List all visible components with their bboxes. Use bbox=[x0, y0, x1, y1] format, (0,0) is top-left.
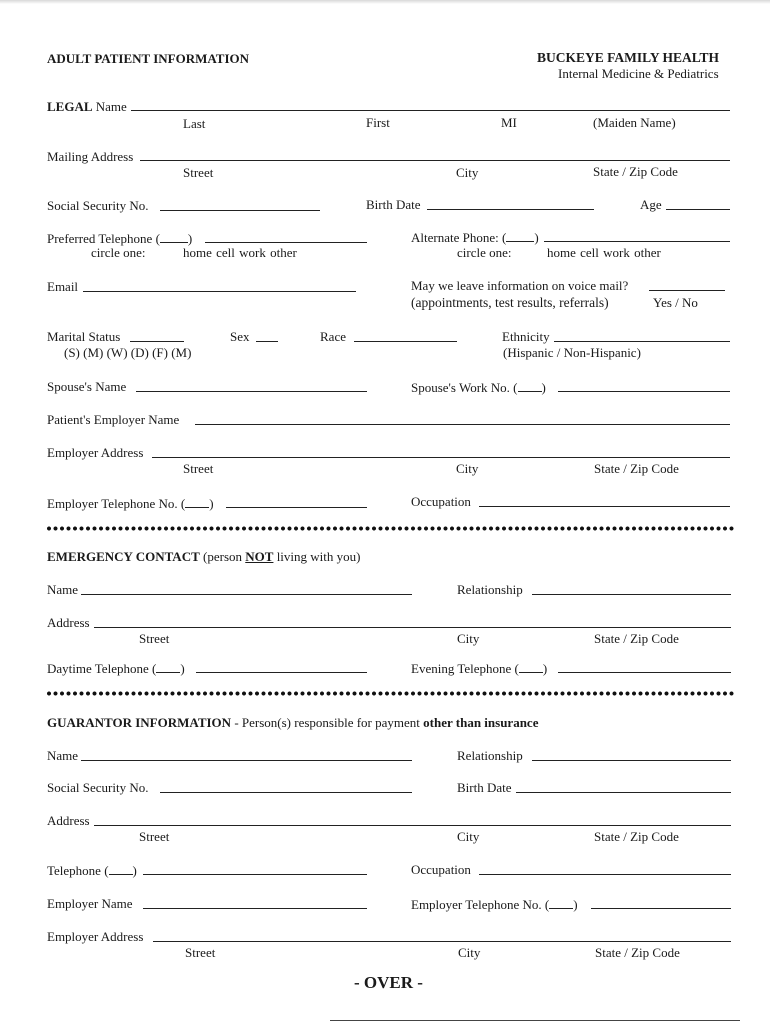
guarantor-relationship-label: Relationship bbox=[457, 748, 523, 763]
legal-name-label: LEGAL Name bbox=[47, 99, 127, 114]
email-label: Email bbox=[47, 279, 79, 294]
employer-address-field[interactable] bbox=[152, 457, 730, 458]
ethnicity-options[interactable]: (Hispanic / Non-Hispanic) bbox=[503, 345, 641, 360]
org-name: BUCKEYE FAMILY HEALTH bbox=[537, 50, 720, 65]
emergency-state-zip-caption: State / Zip Code bbox=[594, 631, 679, 646]
scan-shadow bbox=[0, 0, 770, 4]
email-field[interactable] bbox=[83, 291, 356, 292]
guarantor-telephone-field[interactable] bbox=[143, 874, 367, 875]
marital-options[interactable]: (S) (M) (W) (D) (F) (M) bbox=[64, 345, 192, 360]
over-indicator: - OVER - bbox=[354, 973, 423, 992]
employer-address-label: Employer Address bbox=[47, 445, 144, 460]
emergency-street-caption: Street bbox=[139, 631, 170, 646]
emergency-heading: EMERGENCY CONTACT (person NOT living with you) bbox=[47, 549, 361, 564]
org-subtitle: Internal Medicine & Pediatrics bbox=[558, 66, 719, 81]
ethnicity-field[interactable] bbox=[554, 341, 730, 342]
occupation-label: Occupation bbox=[411, 494, 471, 509]
emergency-city-caption: City bbox=[457, 631, 480, 646]
evening-telephone-label: Evening Telephone ( ) bbox=[411, 661, 548, 676]
sex-label: Sex bbox=[230, 329, 250, 344]
employer-name-field[interactable] bbox=[195, 424, 730, 425]
evening-area-code-field[interactable] bbox=[519, 660, 543, 673]
employer-area-code-field[interactable] bbox=[185, 495, 209, 508]
guarantor-employer-name-field[interactable] bbox=[143, 908, 367, 909]
emergency-name-label: Name bbox=[47, 582, 79, 597]
guarantor-employer-area-code-field[interactable] bbox=[549, 896, 573, 909]
last-caption: Last bbox=[183, 116, 206, 131]
guarantor-telephone-label: Telephone ( ) bbox=[47, 863, 137, 878]
mailing-address-label: Mailing Address bbox=[47, 149, 134, 164]
first-caption: First bbox=[366, 115, 390, 130]
alternate-phone-label: Alternate Phone: ( ) bbox=[411, 230, 539, 245]
voicemail-detail: (appointments, test results, referrals) bbox=[411, 295, 609, 310]
guarantor-address-label: Address bbox=[47, 813, 90, 828]
guarantor-employer-address-field[interactable] bbox=[153, 941, 731, 942]
guarantor-occupation-label: Occupation bbox=[411, 862, 471, 877]
voicemail-yes-no[interactable]: Yes / No bbox=[653, 295, 698, 310]
legal-name-field[interactable] bbox=[131, 110, 730, 111]
guarantor-relationship-field[interactable] bbox=[532, 760, 731, 761]
guarantor-ssn-label: Social Security No. bbox=[47, 780, 149, 795]
guarantor-area-code-field[interactable] bbox=[109, 862, 133, 875]
circle-one-caption: circle one: bbox=[91, 245, 146, 260]
spouse-work-area-code-field[interactable] bbox=[518, 379, 542, 392]
guarantor-occupation-field[interactable] bbox=[479, 874, 731, 875]
maiden-caption: (Maiden Name) bbox=[593, 115, 676, 130]
street-caption: Street bbox=[183, 165, 214, 180]
age-label: Age bbox=[640, 197, 662, 212]
section-divider bbox=[47, 526, 735, 531]
occupation-field[interactable] bbox=[479, 506, 730, 507]
preferred-area-code-field[interactable] bbox=[160, 230, 188, 243]
employer-state-zip-caption: State / Zip Code bbox=[594, 461, 679, 476]
sex-field[interactable] bbox=[256, 341, 278, 342]
guarantor-city-caption: City bbox=[457, 829, 480, 844]
guarantor-ssn-field[interactable] bbox=[160, 792, 412, 793]
preferred-telephone-label: Preferred Telephone ( ) bbox=[47, 231, 193, 246]
guarantor-employer-street-caption: Street bbox=[185, 945, 216, 960]
section-divider-2 bbox=[47, 691, 735, 696]
emergency-address-field[interactable] bbox=[94, 627, 731, 628]
ssn-field[interactable] bbox=[160, 210, 320, 211]
employer-street-caption: Street bbox=[183, 461, 214, 476]
voicemail-answer-field[interactable] bbox=[649, 290, 725, 291]
voicemail-question: May we leave information on voice mail? bbox=[411, 278, 629, 293]
guarantor-employer-address-label: Employer Address bbox=[47, 929, 144, 944]
alternate-phone-field[interactable] bbox=[544, 241, 730, 242]
race-field[interactable] bbox=[354, 341, 457, 342]
guarantor-employer-city-caption: City bbox=[458, 945, 481, 960]
emergency-name-field[interactable] bbox=[81, 594, 412, 595]
mailing-address-field[interactable] bbox=[140, 160, 730, 161]
daytime-area-code-field[interactable] bbox=[156, 660, 180, 673]
employer-name-label: Patient's Employer Name bbox=[47, 412, 180, 427]
emergency-address-label: Address bbox=[47, 615, 90, 630]
age-field[interactable] bbox=[666, 209, 730, 210]
mi-caption: MI bbox=[501, 115, 517, 130]
spouse-work-field[interactable] bbox=[558, 391, 730, 392]
guarantor-street-caption: Street bbox=[139, 829, 170, 844]
alternate-area-code-field[interactable] bbox=[506, 229, 534, 242]
guarantor-birth-date-field[interactable] bbox=[516, 792, 731, 793]
guarantor-employer-telephone-label: Employer Telephone No. ( ) bbox=[411, 897, 578, 912]
guarantor-employer-telephone-field[interactable] bbox=[591, 908, 731, 909]
birth-date-label: Birth Date bbox=[366, 197, 421, 212]
daytime-telephone-field[interactable] bbox=[196, 672, 367, 673]
guarantor-name-field[interactable] bbox=[81, 760, 412, 761]
birth-date-field[interactable] bbox=[427, 209, 594, 210]
guarantor-address-field[interactable] bbox=[94, 825, 731, 826]
race-label: Race bbox=[320, 329, 346, 344]
guarantor-birth-date-label: Birth Date bbox=[457, 780, 512, 795]
guarantor-employer-name-label: Employer Name bbox=[47, 896, 133, 911]
daytime-telephone-label: Daytime Telephone ( ) bbox=[47, 661, 185, 676]
state-zip-caption: State / Zip Code bbox=[593, 164, 678, 179]
form-title: ADULT PATIENT INFORMATION bbox=[47, 51, 250, 66]
circle-one-caption-2: circle one: bbox=[457, 245, 512, 260]
spouse-work-label: Spouse's Work No. ( ) bbox=[411, 380, 546, 395]
employer-telephone-field[interactable] bbox=[226, 507, 367, 508]
marital-status-field[interactable] bbox=[130, 341, 184, 342]
spouse-name-field[interactable] bbox=[136, 391, 367, 392]
emergency-relationship-field[interactable] bbox=[532, 594, 731, 595]
city-caption: City bbox=[456, 165, 479, 180]
ssn-label: Social Security No. bbox=[47, 198, 149, 213]
marital-status-label: Marital Status bbox=[47, 329, 121, 344]
phone-type-options[interactable]: home cell work other bbox=[183, 245, 297, 260]
phone-type-options-2[interactable]: home cell work other bbox=[547, 245, 661, 260]
spouse-name-label: Spouse's Name bbox=[47, 379, 127, 394]
employer-city-caption: City bbox=[456, 461, 479, 476]
ethnicity-label: Ethnicity bbox=[502, 329, 550, 344]
evening-telephone-field[interactable] bbox=[558, 672, 731, 673]
emergency-relationship-label: Relationship bbox=[457, 582, 523, 597]
employer-telephone-label: Employer Telephone No. ( ) bbox=[47, 496, 214, 511]
guarantor-heading: GUARANTOR INFORMATION - Person(s) responsible for payment other than insurance bbox=[47, 715, 539, 730]
guarantor-employer-state-zip-caption: State / Zip Code bbox=[595, 945, 680, 960]
guarantor-name-label: Name bbox=[47, 748, 79, 763]
preferred-telephone-field[interactable] bbox=[205, 242, 367, 243]
scan-edge bbox=[330, 1020, 740, 1021]
guarantor-state-zip-caption: State / Zip Code bbox=[594, 829, 679, 844]
